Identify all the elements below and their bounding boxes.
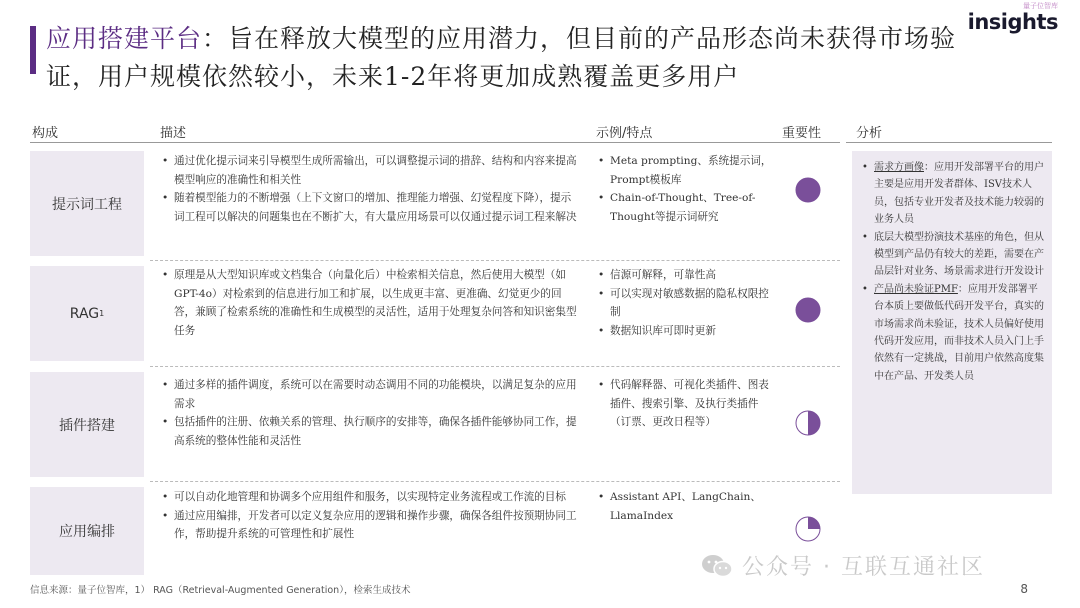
importance-harvey-ball bbox=[795, 297, 821, 323]
row-features-list bbox=[596, 376, 772, 432]
row-label-footnote: 1 bbox=[99, 309, 105, 318]
list-item: • Chain-of-Thought、Tree-of-Thought等提示词研究 bbox=[596, 189, 772, 226]
row-label-rag bbox=[30, 266, 144, 361]
list-item: • 可以自动化地管理和协调多个应用组件和服务，以实现特定业务流程或工作流的目标 bbox=[160, 488, 580, 507]
title-rest-text: ：旨在释放大模型的应用潜力，但目前的产品形态尚未获得市场验证，用户规模依然较小，未来1-2年将更加成熟覆盖更多用户 bbox=[46, 24, 957, 91]
row-description-list bbox=[160, 266, 580, 340]
importance-harvey-ball bbox=[795, 410, 821, 436]
list-item: • 通过优化提示词来引导模型生成所需输出，可以调整提示词的措辞、结构和内容来提高模型响应的准确性和相关性 bbox=[160, 152, 580, 189]
column-header-analysis: 分析 bbox=[856, 126, 883, 141]
harvey-ball-outline bbox=[796, 298, 820, 322]
row-label-prompt-engineering bbox=[30, 151, 144, 256]
list-item: • 通过多样的插件调度，系统可以在需要时动态调用不同的功能模块，以满足复杂的应用需求 bbox=[160, 376, 580, 413]
logo-small-text: 量子位智库 bbox=[1023, 2, 1058, 10]
analysis-panel bbox=[852, 151, 1052, 494]
row-features-list bbox=[596, 266, 772, 340]
logo-text: insights bbox=[967, 10, 1058, 34]
analysis-heading: 产品尚未验证PMF bbox=[874, 283, 958, 295]
list-item bbox=[862, 229, 1044, 281]
header-divider-analysis bbox=[846, 142, 1052, 143]
list-item: • Assistant API、LangChain、LlamaIndex bbox=[596, 488, 772, 525]
list-item: • 原理是从大型知识库或文档集合（向量化后）中检索相关信息，然后使用大模型（如GPT-4o）对检索到的信息进行加工和扩展，以生成更丰富、更准确、幻觉更少的回答，兼顾了检索系统的准确性和生成模型的灵活性，适用于处理复杂问答和知识密集型任务 bbox=[160, 266, 580, 340]
analysis-heading: 需求方画像 bbox=[874, 162, 924, 173]
row-divider bbox=[150, 260, 840, 261]
list-item: • 数据知识库可即时更新 bbox=[596, 322, 772, 341]
header-divider bbox=[30, 142, 840, 143]
analysis-text: ：应用开发部署平台本质上要做低代码开发平台，真实的市场需求尚未验证，技术人员偏好使用代码开发应用，而非技术人员入门上手依然有一定挑战，目前用户依然高度集中在产品、开发类人员 bbox=[874, 283, 1044, 382]
list-item: • 通过应用编排，开发者可以定义复杂应用的逻辑和操作步骤，确保各组件按预期协同工作，帮助提升系统的可管理性和扩展性 bbox=[160, 507, 580, 544]
column-header-description: 描述 bbox=[160, 126, 187, 141]
analysis-list bbox=[852, 151, 1052, 385]
list-item: • 代码解释器、可视化类插件、图表插件、搜索引擎、及执行类插件（订票、更改日程等） bbox=[596, 376, 772, 432]
title-accent-bar bbox=[30, 26, 36, 74]
row-label-plugin-building bbox=[30, 372, 144, 477]
row-description-list bbox=[160, 488, 580, 544]
harvey-ball-outline bbox=[796, 178, 820, 202]
analysis-text: ：应用开发部署平台的用户主要是应用开发者群体、ISV技术人员，包括专业开发者及技术能力较弱的业务人员 bbox=[874, 162, 1044, 226]
list-item: • 随着模型能力的不断增强（上下文窗口的增加、推理能力增强、幻觉程度下降），提示词工程可以解决的问题集也在不断扩大，有大量应用场景可以仅通过提示词工程来解决 bbox=[160, 189, 580, 226]
list-item bbox=[862, 281, 1044, 385]
harvey-ball-fill bbox=[808, 411, 820, 435]
column-header-component: 构成 bbox=[32, 126, 59, 141]
importance-harvey-ball bbox=[795, 177, 821, 203]
page-number: 8 bbox=[1020, 582, 1028, 596]
column-header-importance: 重要性 bbox=[782, 126, 822, 141]
source-note: 信息来源：量子位智库，1） RAG（Retrieval-Augmented Generation），检索生成技术 bbox=[30, 585, 411, 596]
list-item: • 包括插件的注册、依赖关系的管理、执行顺序的安排等，确保各插件能够协同工作，提高系统的整体性能和灵活性 bbox=[160, 413, 580, 450]
list-item: • 信源可解释，可靠性高 bbox=[596, 266, 772, 285]
column-header-examples: 示例/特点 bbox=[596, 126, 653, 141]
row-divider bbox=[150, 481, 840, 482]
wechat-icon bbox=[700, 553, 734, 579]
row-label-text: 提示词工程 bbox=[52, 196, 122, 213]
row-label-text: 应用编排 bbox=[59, 524, 115, 540]
row-description-list bbox=[160, 376, 580, 450]
harvey-ball-fill bbox=[808, 517, 820, 529]
list-item: • 可以实现对敏感数据的隐私权限控制 bbox=[596, 285, 772, 322]
list-item: • Meta prompting、系统提示词，Prompt模板库 bbox=[596, 152, 772, 189]
analysis-text: 底层大模型扮演技术基座的角色，但从模型到产品仍有较大的差距，需要在产品层针对业务、场景需求进行开发设计 bbox=[874, 231, 1044, 278]
row-label-text: RAG bbox=[69, 305, 100, 322]
list-item bbox=[862, 159, 1044, 229]
brand-logo bbox=[968, 2, 1058, 34]
row-divider bbox=[150, 366, 840, 367]
row-features-list bbox=[596, 488, 772, 525]
row-label-app-orchestration bbox=[30, 487, 144, 575]
watermark bbox=[700, 550, 985, 581]
title-accent-text: 应用搭建平台 bbox=[46, 24, 203, 53]
row-label-text: 插件搭建 bbox=[59, 417, 115, 434]
importance-harvey-ball bbox=[795, 516, 821, 542]
page-title bbox=[46, 20, 1006, 96]
watermark-text: 公众号 · 互联互通社区 bbox=[742, 555, 985, 580]
row-features-list bbox=[596, 152, 772, 226]
row-description-list bbox=[160, 152, 580, 226]
